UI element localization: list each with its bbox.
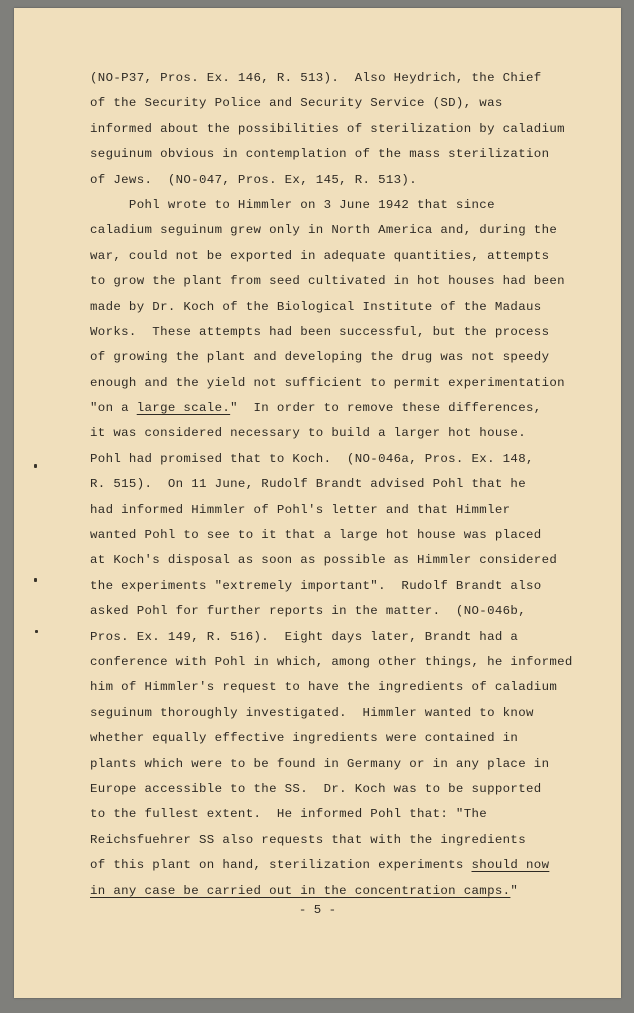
text-line: (NO-P37, Pros. Ex. 146, R. 513). Also Heydrich, the Chief [90, 71, 542, 85]
text-line: Pohl wrote to Himmler on 3 June 1942 that since [90, 197, 495, 212]
underlined-phrase: should now [471, 858, 550, 873]
text-line: Pohl had promised that to Koch. (NO-046a, Pros. Ex. 148, [90, 451, 534, 466]
text-run: "on a [90, 401, 137, 416]
text-line: of growing the plant and developing the drug was not speedy [90, 350, 550, 365]
text-line: to the fullest extent. He informed Pohl that: "The [90, 807, 488, 822]
text-line: plants which were to be found in Germany or in any place in [90, 756, 550, 771]
text-line: seguinum thoroughly investigated. Himmler wanted to know [90, 705, 534, 720]
text-run: " In order to remove these differences, [230, 401, 542, 416]
text-line: whether equally effective ingredients were contained in [90, 731, 519, 746]
text-line: R. 515). On 11 June, Rudolf Brandt advised Pohl that he [90, 477, 526, 492]
text-line: it was considered necessary to build a larger hot house. [90, 426, 526, 441]
punch-mark [34, 464, 37, 468]
text-line: of Jews. (NO-047, Pros. Ex, 145, R. 513). [90, 172, 417, 187]
page-number: - 5 - [298, 903, 337, 917]
underlined-phrase: large scale. [136, 401, 231, 416]
typed-text-body [90, 66, 590, 904]
text-line [90, 853, 590, 878]
text-line: made by Dr. Koch of the Biological Institute of the Madaus [90, 299, 542, 314]
underlined-phrase: in any case be carried out in the concentration camps. [90, 883, 511, 898]
text-line: seguinum obvious in contemplation of the mass sterilization [90, 147, 550, 162]
document-page [14, 8, 621, 998]
text-line: informed about the possibilities of sterilization by caladium [90, 121, 565, 136]
text-line: Reichsfuehrer SS also requests that with the ingredients [90, 832, 526, 847]
text-line: at Koch's disposal as soon as possible as Himmler considered [90, 553, 558, 568]
text-line: the experiments "extremely important". Rudolf Brandt also [90, 578, 542, 593]
text-line: of the Security Police and Security Service (SD), was [90, 96, 503, 111]
punch-mark [35, 630, 38, 633]
text-line: conference with Pohl in which, among other things, he informed [90, 654, 573, 669]
text-line: enough and the yield not sufficient to permit experimentation [90, 375, 565, 390]
text-run: of this plant on hand, sterilization experiments [90, 858, 472, 873]
text-line: him of Himmler's request to have the ingredients of caladium [90, 680, 558, 695]
text-line: wanted Pohl to see to it that a large hot house was placed [90, 528, 542, 543]
text-line: war, could not be exported in adequate quantities, attempts [90, 248, 550, 263]
text-line: caladium seguinum grew only in North America and, during the [90, 223, 558, 238]
text-line: Pros. Ex. 149, R. 516). Eight days later, Brandt had a [90, 629, 519, 644]
text-line [90, 396, 590, 421]
text-line: had informed Himmler of Pohl's letter and that Himmler [90, 502, 511, 517]
text-line: to grow the plant from seed cultivated in hot houses had been [90, 274, 565, 289]
text-line: asked Pohl for further reports in the matter. (NO-046b, [90, 604, 526, 619]
text-line: Europe accessible to the SS. Dr. Koch was to be supported [90, 781, 542, 796]
text-run: " [510, 883, 519, 898]
punch-mark [34, 578, 37, 582]
text-line [90, 879, 590, 904]
text-line: Works. These attempts had been successful, but the process [90, 324, 550, 339]
